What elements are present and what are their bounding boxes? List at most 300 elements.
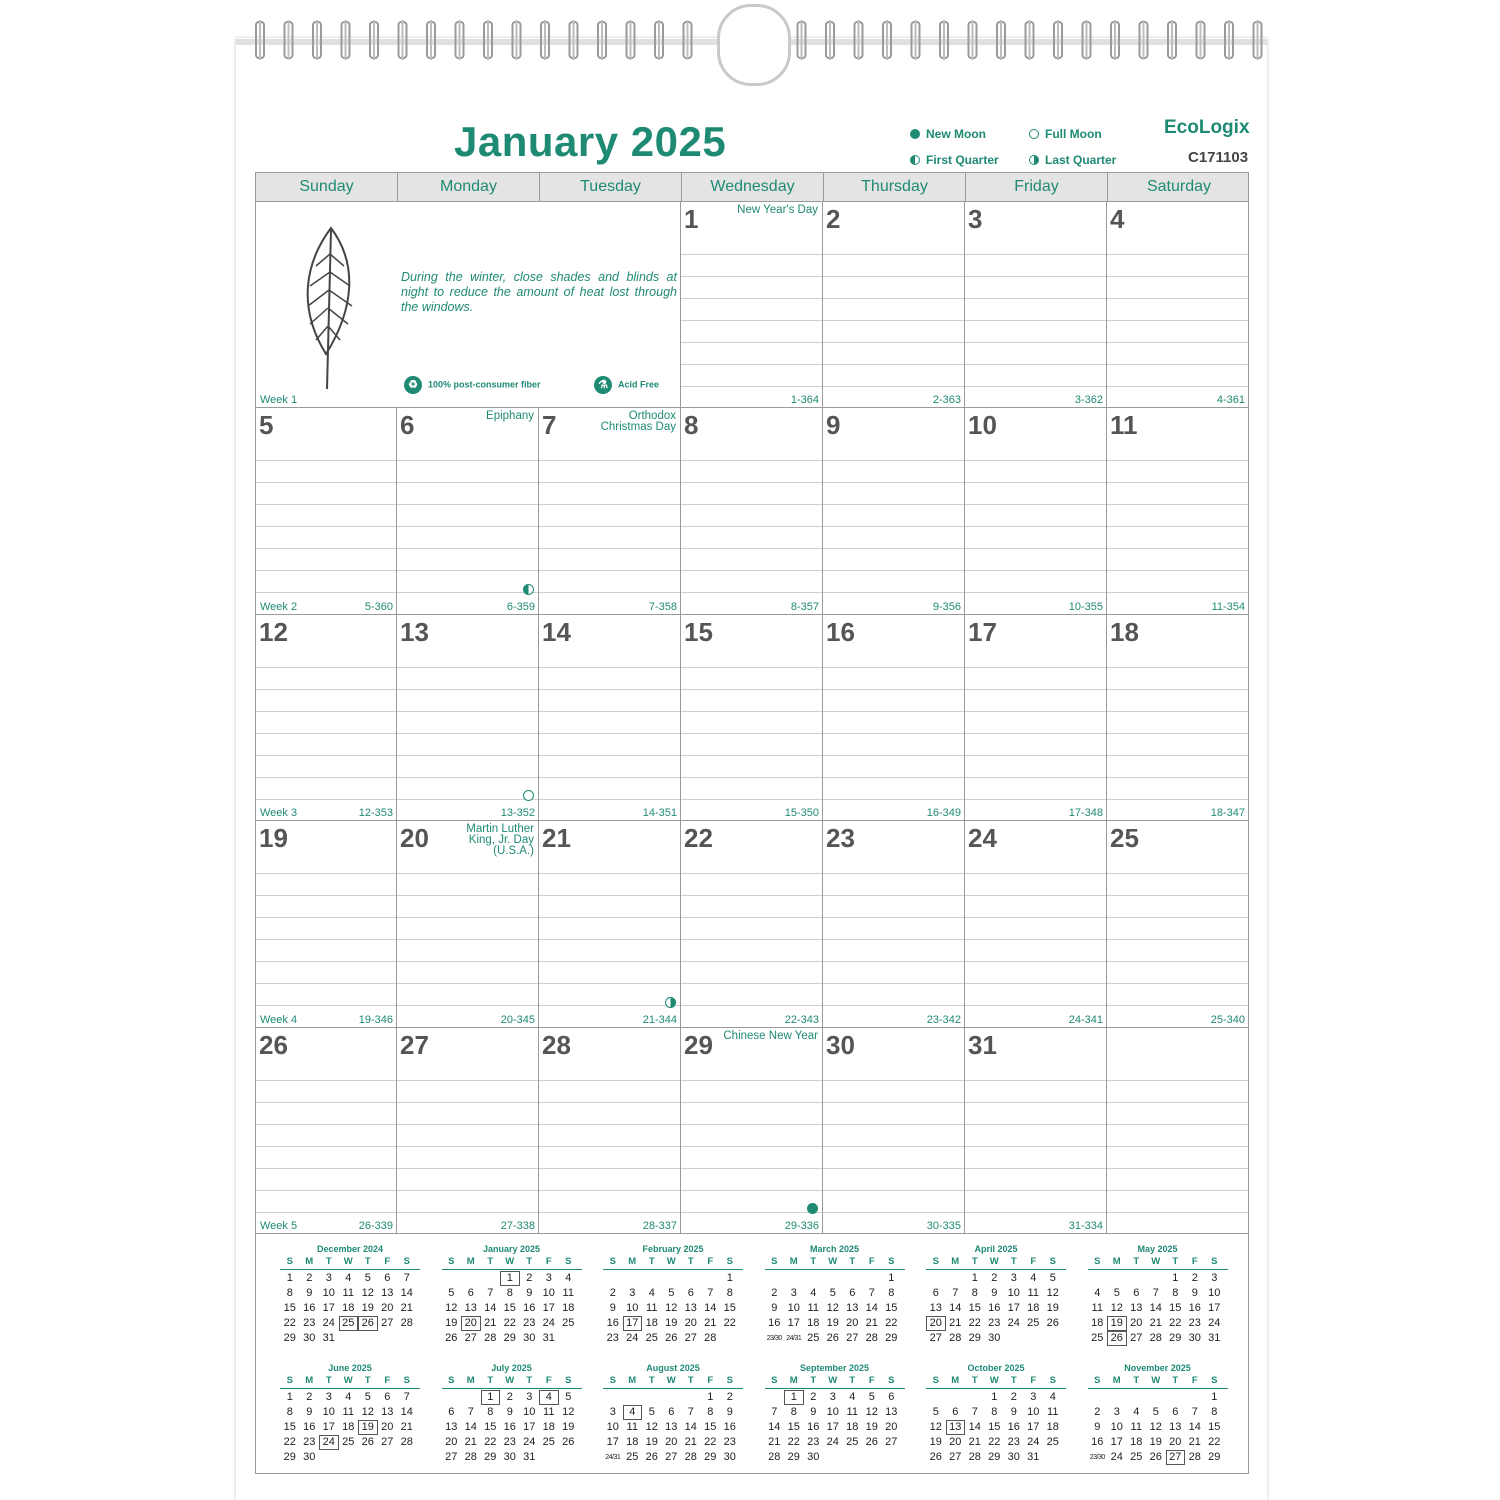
- writing-line: [539, 460, 680, 461]
- mini-date: [559, 1450, 579, 1465]
- mini-week-row: [442, 1420, 582, 1435]
- day-cell[interactable]: [965, 821, 1107, 1027]
- mini-date: 17: [606, 1436, 619, 1448]
- mini-date: [862, 1450, 882, 1465]
- day-cell[interactable]: [397, 408, 539, 614]
- mini-date: 4: [648, 1287, 655, 1299]
- mini-week-row: [926, 1271, 1066, 1286]
- full-moon-icon: [1029, 129, 1039, 139]
- writing-line: [681, 1080, 822, 1081]
- mini-date: [1185, 1390, 1205, 1405]
- day-cell[interactable]: [397, 821, 539, 1027]
- mini-date: 18: [1027, 1302, 1040, 1314]
- writing-line: [539, 482, 680, 483]
- mini-weekday: S: [286, 1256, 293, 1267]
- mini-date: 7: [707, 1287, 714, 1299]
- mini-weekday: T: [648, 1256, 655, 1267]
- mini-date: 4: [1049, 1391, 1056, 1403]
- mini-date: 16: [723, 1421, 736, 1433]
- mini-week-row: [280, 1271, 420, 1286]
- writing-line: [681, 689, 822, 690]
- mini-date: 16: [303, 1302, 316, 1314]
- mini-weekday: M: [305, 1375, 314, 1386]
- day-of-year: 5-360: [364, 600, 393, 613]
- writing-line: [1107, 961, 1248, 962]
- mini-date: 25: [542, 1436, 555, 1448]
- day-cell[interactable]: [681, 821, 823, 1027]
- mini-weekday: W: [1151, 1256, 1161, 1267]
- day-of-year: 20-345: [500, 1013, 535, 1026]
- day-cell[interactable]: [255, 408, 397, 614]
- day-of-year: 10-355: [1068, 600, 1103, 613]
- mini-date: 2: [609, 1287, 616, 1299]
- mini-date: [1127, 1390, 1147, 1405]
- mini-date: 23: [523, 1317, 536, 1329]
- mini-date: 8: [991, 1406, 998, 1418]
- mini-week-row: [1088, 1301, 1228, 1316]
- mini-weekday: M: [951, 1256, 960, 1267]
- mini-date: 8: [971, 1287, 978, 1299]
- mini-week-row: [280, 1390, 420, 1405]
- writing-line: [256, 733, 396, 734]
- week-label: Week 2: [260, 600, 298, 613]
- mini-date: 2: [991, 1272, 998, 1284]
- mini-date: 8: [487, 1406, 494, 1418]
- writing-line: [681, 320, 822, 321]
- mini-date: [1088, 1390, 1108, 1405]
- mini-date: 12: [929, 1421, 942, 1433]
- mini-date: 25: [626, 1451, 639, 1463]
- mini-date: 2: [306, 1391, 313, 1403]
- mini-date: 28: [1149, 1332, 1162, 1344]
- day-cell[interactable]: [1107, 615, 1249, 821]
- mini-date: 11: [1047, 1406, 1059, 1418]
- day-cell[interactable]: [1107, 821, 1249, 1027]
- mini-week-row: [1088, 1435, 1228, 1450]
- mini-date: 14: [684, 1421, 697, 1433]
- mini-date: 7: [687, 1406, 694, 1418]
- day-cell[interactable]: [397, 615, 539, 821]
- day-cell[interactable]: [965, 202, 1107, 408]
- last-quarter-icon: [1029, 155, 1039, 165]
- writing-line: [397, 917, 538, 918]
- mini-date: 29: [968, 1332, 981, 1344]
- eco-tip: During the winter, close shades and blinds at night to reduce the amount of heat lost through the windows.: [401, 270, 677, 314]
- mini-date: 3: [629, 1287, 636, 1299]
- day-cell[interactable]: [1107, 408, 1249, 614]
- mini-date: 31: [542, 1332, 555, 1344]
- mini-week-row: [280, 1316, 420, 1331]
- mini-date: 7: [403, 1272, 410, 1284]
- day-cell[interactable]: [539, 408, 681, 614]
- mini-date: 23: [988, 1317, 1001, 1329]
- mini-date: 12: [826, 1302, 839, 1314]
- mini-date: 15: [484, 1421, 497, 1433]
- week-label: Week 1: [260, 394, 298, 407]
- writing-line: [823, 689, 964, 690]
- mini-date: 5: [364, 1391, 371, 1403]
- mini-date: [701, 1271, 721, 1286]
- day-cell[interactable]: [823, 202, 965, 408]
- mini-date: 8: [888, 1287, 895, 1299]
- mini-date: 12: [562, 1406, 575, 1418]
- mini-week-row: [1088, 1405, 1228, 1420]
- mini-date: 18: [1091, 1317, 1104, 1329]
- mini-weekday: T: [971, 1256, 978, 1267]
- mini-weekday-row: [1088, 1256, 1228, 1270]
- writing-line: [1107, 254, 1248, 255]
- day-number: 19: [259, 823, 288, 854]
- mini-weekday: M: [466, 1256, 475, 1267]
- mini-weekday: S: [609, 1256, 616, 1267]
- writing-line: [823, 1124, 964, 1125]
- mini-date: 5: [1113, 1287, 1120, 1299]
- mini-date: 15: [885, 1302, 898, 1314]
- writing-line: [256, 1102, 396, 1103]
- mini-date: [765, 1390, 785, 1405]
- mini-date: 2: [506, 1391, 513, 1403]
- mini-date: [823, 1450, 843, 1465]
- mini-date: 29: [503, 1332, 516, 1344]
- writing-line: [965, 777, 1106, 778]
- writing-line: [539, 667, 680, 668]
- mini-date: 16: [768, 1317, 781, 1329]
- mini-date: 18: [342, 1302, 355, 1314]
- writing-line: [539, 526, 680, 527]
- week-label: Week 4: [260, 1013, 298, 1026]
- writing-line: [256, 777, 396, 778]
- mini-date: [1127, 1271, 1147, 1286]
- mini-date: 1: [707, 1391, 714, 1403]
- mini-weekday-row: [280, 1375, 420, 1389]
- mini-date: 16: [503, 1421, 516, 1433]
- day-cell[interactable]: [1107, 202, 1249, 408]
- mini-weekday: M: [305, 1256, 314, 1267]
- writing-line: [681, 983, 822, 984]
- mini-date: [358, 1331, 378, 1346]
- model-number: C171103: [1188, 149, 1249, 166]
- writing-line: [965, 939, 1106, 940]
- mini-week-row: [280, 1405, 420, 1420]
- writing-line: [539, 755, 680, 756]
- writing-line: [965, 873, 1106, 874]
- mini-date: 27: [381, 1436, 394, 1448]
- mini-date: 28: [464, 1451, 477, 1463]
- mini-date: [946, 1390, 966, 1405]
- mini-week-row: [442, 1286, 582, 1301]
- mini-date: 19: [1046, 1302, 1059, 1314]
- mini-date: [804, 1271, 824, 1286]
- mini-date: 20: [949, 1436, 962, 1448]
- mini-date: 28: [400, 1436, 413, 1448]
- day-of-year: 7-358: [648, 600, 677, 613]
- mini-weekday: S: [1094, 1256, 1101, 1267]
- writing-line: [965, 689, 1106, 690]
- mini-week-row: [280, 1450, 420, 1465]
- mini-date: 12: [1149, 1421, 1162, 1433]
- mini-weekday: W: [343, 1256, 353, 1267]
- mini-date: [442, 1390, 462, 1405]
- mini-weekday: T: [487, 1375, 494, 1386]
- mini-date: 28: [484, 1332, 497, 1344]
- mini-date: 21: [484, 1317, 497, 1329]
- mini-date: 27: [949, 1451, 962, 1463]
- writing-line: [539, 1190, 680, 1191]
- mini-date: 9: [609, 1302, 616, 1314]
- mini-week-row: [1088, 1331, 1228, 1346]
- mini-weekday: F: [1191, 1375, 1198, 1386]
- mini-weekday: S: [726, 1256, 733, 1267]
- mini-date: [926, 1271, 946, 1286]
- writing-line: [256, 1124, 396, 1125]
- writing-line: [681, 386, 822, 387]
- mini-date: 13: [1130, 1302, 1143, 1314]
- mini-date: 8: [286, 1406, 293, 1418]
- mini-date: 10: [322, 1406, 335, 1418]
- mini-date: 7: [1152, 1287, 1159, 1299]
- mini-date: 4: [849, 1391, 856, 1403]
- mini-calendar-title: May 2025: [1137, 1244, 1178, 1254]
- mini-date: 11: [342, 1287, 354, 1299]
- writing-line: [256, 526, 396, 527]
- mini-date: 26: [445, 1332, 458, 1344]
- day-cell[interactable]: [823, 1028, 965, 1234]
- day-cell[interactable]: [255, 615, 397, 821]
- day-cell[interactable]: [681, 1028, 823, 1234]
- mini-date: 25: [1046, 1436, 1059, 1448]
- mini-weekday: F: [545, 1375, 552, 1386]
- mini-date: [339, 1450, 359, 1465]
- writing-line: [1107, 777, 1248, 778]
- mini-date: [397, 1450, 417, 1465]
- mini-date: 21: [865, 1317, 878, 1329]
- mini-date: 9: [810, 1406, 817, 1418]
- writing-line: [1107, 276, 1248, 277]
- acid-free-badge: [594, 376, 659, 394]
- day-cell[interactable]: [255, 821, 397, 1027]
- mini-date: 17: [322, 1421, 335, 1433]
- mini-date: 30: [1188, 1332, 1201, 1344]
- writing-line: [1107, 895, 1248, 896]
- mini-calendar-title: February 2025: [642, 1244, 704, 1254]
- mini-date: 27: [1130, 1332, 1143, 1344]
- mini-date: 28: [1188, 1451, 1201, 1463]
- day-cell[interactable]: [965, 615, 1107, 821]
- new-moon-icon: [910, 129, 920, 139]
- mini-weekday: T: [364, 1375, 371, 1386]
- mini-date: 8: [286, 1287, 293, 1299]
- mini-date: 20: [381, 1302, 394, 1314]
- legend-label: First Quarter: [926, 153, 999, 167]
- mini-date: 3: [609, 1406, 616, 1418]
- mini-date: [539, 1450, 559, 1465]
- day-cell[interactable]: [965, 408, 1107, 614]
- day-cell[interactable]: [539, 1028, 681, 1234]
- writing-line: [681, 526, 822, 527]
- writing-line: [1107, 1005, 1248, 1006]
- mini-date: 13: [464, 1302, 477, 1314]
- writing-line: [539, 1124, 680, 1125]
- writing-line: [681, 1124, 822, 1125]
- mini-weekday-row: [926, 1256, 1066, 1270]
- mini-date: 4: [345, 1272, 352, 1284]
- mini-date: 20: [461, 1316, 481, 1331]
- writing-line: [256, 1212, 396, 1213]
- day-cell[interactable]: [681, 408, 823, 614]
- mini-calendar-title: November 2025: [1124, 1363, 1191, 1373]
- mini-date: 9: [306, 1406, 313, 1418]
- writing-line: [256, 504, 396, 505]
- mini-date: 18: [626, 1436, 639, 1448]
- mini-date: 3: [1030, 1391, 1037, 1403]
- mini-date: 18: [1130, 1436, 1143, 1448]
- mini-week-row: [1088, 1390, 1228, 1405]
- mini-weekday: T: [526, 1256, 533, 1267]
- mini-date: 15: [1169, 1302, 1182, 1314]
- mini-date: [642, 1390, 662, 1405]
- mini-date: 26: [929, 1451, 942, 1463]
- mini-date: 14: [968, 1421, 981, 1433]
- mini-calendar-title: October 2025: [967, 1363, 1025, 1373]
- mini-date: 10: [322, 1287, 335, 1299]
- mini-date: 11: [342, 1406, 354, 1418]
- mini-date: 23: [807, 1436, 820, 1448]
- legend-label: New Moon: [926, 127, 986, 141]
- writing-line: [965, 254, 1106, 255]
- day-number: 3: [968, 204, 983, 234]
- mini-date: 18: [846, 1421, 859, 1433]
- mini-date: 19: [1149, 1436, 1162, 1448]
- mini-date: 15: [723, 1302, 736, 1314]
- legend-full-moon: [1029, 127, 1102, 141]
- mini-date: 26: [358, 1316, 378, 1331]
- day-cell[interactable]: [823, 821, 965, 1027]
- writing-line: [256, 570, 396, 571]
- writing-line: [1107, 548, 1248, 549]
- mini-weekday-row: [765, 1375, 905, 1389]
- writing-line: [681, 895, 822, 896]
- mini-date: 3: [1010, 1272, 1017, 1284]
- page-title: January 2025: [454, 118, 727, 165]
- writing-line: [965, 799, 1106, 800]
- mini-date: 13: [381, 1287, 394, 1299]
- writing-line: [256, 667, 396, 668]
- mini-date: 4: [1133, 1406, 1140, 1418]
- mini-weekday: T: [971, 1375, 978, 1386]
- writing-line: [965, 504, 1106, 505]
- mini-weekday: S: [609, 1375, 616, 1386]
- mini-weekday: F: [707, 1256, 714, 1267]
- mini-date: 21: [1149, 1317, 1162, 1329]
- day-cell[interactable]: [539, 821, 681, 1027]
- writing-line: [1107, 570, 1248, 571]
- mini-date: 17: [1110, 1436, 1123, 1448]
- mini-date: 10: [626, 1302, 639, 1314]
- mini-weekday: M: [628, 1375, 637, 1386]
- writing-line: [539, 592, 680, 593]
- writing-line: [823, 1168, 964, 1169]
- first-quarter-icon: [910, 155, 920, 165]
- mini-date: [378, 1331, 398, 1346]
- writing-line: [539, 1102, 680, 1103]
- mini-date: 16: [523, 1302, 536, 1314]
- mini-date: 8: [506, 1287, 513, 1299]
- writing-line: [823, 364, 964, 365]
- day-cell[interactable]: [681, 202, 823, 408]
- mini-date: 4: [565, 1272, 572, 1284]
- writing-line: [965, 983, 1106, 984]
- day-number: 8: [684, 410, 699, 441]
- writing-line: [397, 1080, 538, 1081]
- mini-weekday: S: [888, 1375, 895, 1386]
- mini-date: [461, 1390, 481, 1405]
- mini-week-row: [765, 1435, 905, 1450]
- day-cell[interactable]: [397, 1028, 539, 1234]
- mini-calendar: [442, 1244, 582, 1346]
- mini-date: 26: [1149, 1451, 1162, 1463]
- day-cell[interactable]: [1107, 1028, 1249, 1234]
- mini-date: [378, 1450, 398, 1465]
- day-cell[interactable]: [681, 615, 823, 821]
- day-cell[interactable]: [823, 408, 965, 614]
- mini-week-row: [442, 1301, 582, 1316]
- writing-line: [397, 1168, 538, 1169]
- mini-date: 5: [648, 1406, 655, 1418]
- day-cell[interactable]: [255, 1028, 397, 1234]
- day-cell[interactable]: [823, 615, 965, 821]
- writing-line: [823, 777, 964, 778]
- mini-date: 10: [787, 1302, 800, 1314]
- mini-date: [623, 1390, 643, 1405]
- mini-date: 24: [322, 1317, 335, 1329]
- mini-date: 15: [283, 1302, 296, 1314]
- mini-date: 5: [1049, 1272, 1056, 1284]
- mini-date: 11: [562, 1287, 574, 1299]
- mini-date: 20: [1169, 1436, 1182, 1448]
- day-number: 20: [400, 823, 429, 854]
- mini-date: 9: [1191, 1287, 1198, 1299]
- mini-date: 5: [868, 1391, 875, 1403]
- mini-date: 6: [384, 1272, 391, 1284]
- mini-date: 23: [503, 1436, 516, 1448]
- mini-calendar: [280, 1244, 420, 1346]
- day-cell[interactable]: [539, 615, 681, 821]
- mini-date: 20: [665, 1436, 678, 1448]
- mini-date: 15: [968, 1302, 981, 1314]
- mini-date: 20: [445, 1436, 458, 1448]
- writing-line: [397, 592, 538, 593]
- weekday-monday: Monday: [398, 173, 540, 201]
- mini-date: 14: [1149, 1302, 1162, 1314]
- writing-line: [965, 667, 1106, 668]
- mini-date: 7: [487, 1287, 494, 1299]
- mini-date: 1: [286, 1272, 293, 1284]
- mini-date: 10: [1027, 1406, 1040, 1418]
- mini-weekday: S: [1049, 1256, 1056, 1267]
- mini-week-row: [765, 1316, 905, 1331]
- writing-line: [965, 895, 1106, 896]
- mini-date: 25: [645, 1332, 658, 1344]
- writing-line: [1107, 504, 1248, 505]
- day-of-year: 21-344: [642, 1013, 677, 1026]
- mini-date: 22: [885, 1317, 898, 1329]
- mini-date: 27: [846, 1332, 859, 1344]
- mini-calendar-title: June 2025: [328, 1363, 372, 1373]
- writing-line: [397, 570, 538, 571]
- day-cell[interactable]: [965, 1028, 1107, 1234]
- writing-line: [1107, 939, 1248, 940]
- brand-logo: EcoLogix: [1164, 117, 1250, 138]
